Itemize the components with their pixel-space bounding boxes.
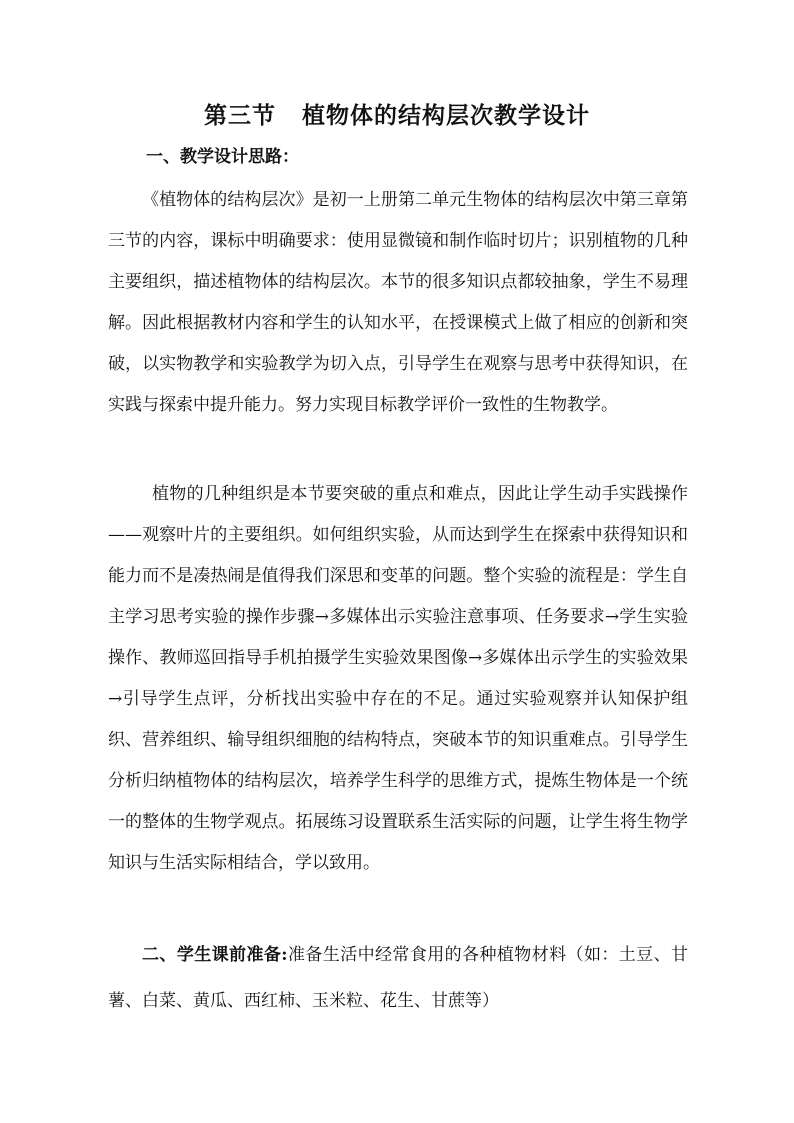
- section-heading-design-ideas: 一、教学设计思路：: [146, 147, 299, 167]
- section-student-preparation: [108, 932, 688, 1024]
- document-title: [0, 98, 794, 134]
- paragraph-design-overview: 《植物体的结构层次》是初一上册第二单元生物体的结构层次中第三章第三节的内容，课标中明确要求：使用显微镜和制作临时切片；识别植物的几种主要组织，描述植物体的结构层次。本节的很多知识点都较抽象，学生不易理解。因此根据教材内容和学生的认知水平，在授课模式上做了相应的创新和突破，以实物教学和实验教学为切入点，引导学生在观察与思考中获得知识，在实践与探索中提升能力。努力实现目标教学评价一致性的生物教学。: [108, 190, 688, 415]
- paragraph-experiment-flow: 植物的几种组织是本节要突破的重点和难点，因此让学生动手实践操作——观察叶片的主要组织。如何组织实验，从而达到学生在探索中获得知识和能力而不是凑热闹是值得我们深思和变革的问题。整个实验的流程是：学生自主学习思考实验的操作步骤→多媒体出示实验注意事项、任务要求→学生实验操作、教师巡回指导手机拍摄学生实验效果图像→多媒体出示学生的实验效果→引导学生点评，分析找出实验中存在的不足。通过实验观察并认知保护组织、营养组织、输导组织细胞的结构特点，突破本节的知识重难点。引导学生分析归纳植物体的结构层次，培养学生科学的思维方式，提炼生物体是一个统一的整体的生物学观点。拓展练习设置联系生活实际的问题，让学生将生物学知识与生活实际相结合，学以致用。: [108, 484, 688, 873]
- student-preparation-text: 准备生活中经常食用的各种植物材料（如：土豆、甘薯、白菜、黄瓜、西红柿、玉米粒、花生、甘蔗等）: [108, 945, 688, 1011]
- title-topic: 植物体的结构层次教学设计: [302, 102, 590, 129]
- title-section-number: 第三节: [204, 102, 276, 129]
- section-heading-student-preparation: 二、学生课前准备:: [142, 945, 288, 965]
